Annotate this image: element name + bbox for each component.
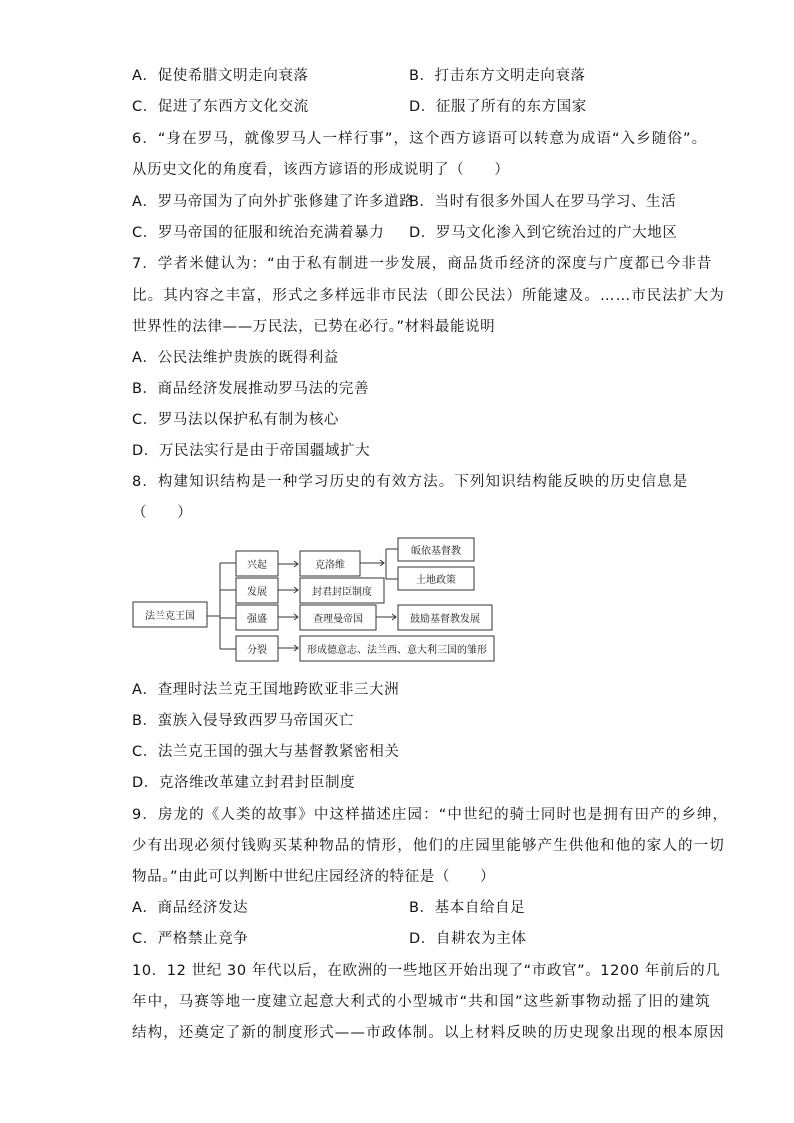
diagram-mid-clovis [300,551,360,576]
q9-option-a: A．商品经济发达 [132,900,249,916]
diagram-stage-prosperity [236,605,278,630]
q8-option-c: C．法兰克王国的强大与基督教紧密相关 [132,744,400,760]
diagram-mid-feudal [300,578,384,603]
q6-option-b: B．当时有很多外国人在罗马学习、生活 [409,194,677,210]
q8-option-a: A．查理时法兰克王国地跨欧亚非三大洲 [132,682,400,698]
q7-stem-line-3: 世界性的法律——万民法，已势在必行。”材料最能说明 [132,319,496,335]
q9-stem-line-1: 9．房龙的《人类的故事》中这样描述庄园：“中世纪的骑士同时也是拥有田产的乡绅， [132,807,729,823]
q9-option-d: D．自耕农为主体 [409,931,527,947]
q9-option-b: B．基本自给自足 [409,900,526,916]
q8-stem-line-2: （ ） [132,505,193,521]
right-label-land-policy: 土地政策 [416,575,456,586]
q9-stem-line-3: 物品。”由此可以判断中世纪庄园经济的特征是（ ） [132,869,496,885]
q10-stem-line-2: 年中，马赛等地一度建立起意大利式的小型城市“共和国”这些新事物动摇了旧的建筑 [132,994,711,1010]
q5-option-b: B．打击东方文明走向衰落 [409,68,586,84]
q10-stem-line-1: 10．12 世纪 30 年代以后，在欧洲的一些地区开始出现了“市政官”。1200 年前后的几 [132,963,721,979]
stage-label-rise: 兴起 [247,560,267,571]
q8-stem-line-1: 8．构建知识结构是一种学习历史的有效方法。下列知识结构能反映的历史信息是 [132,474,689,490]
q10-stem-line-3: 结构，还奠定了新的制度形式——市政体制。以上材料反映的历史现象出现的根本原因 [132,1025,725,1041]
q9-stem-line-2: 少有出现必须付钱购买某种物品的情形，他们的庄园里能够产生供他和他的家人的一切 [132,838,725,854]
q6-option-d: D．罗马文化渗入到它统治过的广大地区 [409,225,678,241]
right-label-conversion: 皈依基督教 [411,546,461,557]
mid-label-clovis: 克洛维 [315,560,345,571]
stage-label-development: 发展 [247,587,267,598]
q9-option-c: C．严格禁止竞争 [132,931,249,947]
q7-stem-line-1: 7．学者米健认为：“由于私有制进一步发展，商品货币经济的深度与广度都已今非昔 [132,256,713,272]
q7-option-b: B．商品经济发展推动罗马法的完善 [132,381,370,397]
q6-option-a: A．罗马帝国为了向外扩张修建了许多道路 [132,194,415,210]
q5-option-d: D．征服了所有的东方国家 [409,99,587,115]
diagram-root-box [133,602,207,627]
q5-option-a: A．促使希腊文明走向衰落 [132,68,309,84]
diagram-right-encourage [398,605,492,630]
diagram-right-land-policy [398,567,474,590]
right-label-encourage: 鼓励基督教发展 [410,614,480,625]
mid-label-three-kingdoms: 形成德意志、法兰西、意大利三国的雏形 [307,645,487,656]
q6-option-c: C．罗马帝国的征服和统治充满着暴力 [132,225,385,241]
diagram-mid-charlemagne [300,605,376,630]
diagram-mid-three-kingdoms [300,636,494,661]
mid-label-charlemagne: 查理曼帝国 [313,614,363,625]
q6-stem-line-2: 从历史文化的角度看，该西方谚语的形成说明了（ ） [132,162,510,178]
diagram-stage-rise [236,551,278,576]
diagram-stage-division [236,636,278,661]
diagram-root-label: 法兰克王国 [145,611,195,622]
mid-label-feudal: 封君封臣制度 [312,587,372,598]
q7-option-d: D．万民法实行是由于帝国疆域扩大 [132,443,371,459]
q7-option-a: A．公民法维护贵族的既得利益 [132,350,339,366]
q7-option-c: C．罗马法以保护私有制为核心 [132,412,340,428]
diagram-right-conversion [398,538,474,561]
stage-label-division: 分裂 [247,645,267,656]
q6-stem-line-1: 6．“身在罗马，就像罗马人一样行事”，这个西方谚语可以转意为成语“入乡随俗”。 [132,131,708,147]
q8-option-d: D．克洛维改革建立封君封臣制度 [132,775,356,791]
q7-stem-line-2: 比。其内容之丰富，形式之多样远非市民法（即公民法）所能逮及。……市民法扩大为 [132,288,725,304]
stage-label-prosperity: 强盛 [247,614,267,625]
q5-option-c: C．促进了东西方文化交流 [132,99,309,115]
diagram-stage-development [236,578,278,603]
q8-option-b: B．蛮族入侵导致西罗马帝国灭亡 [132,713,354,729]
